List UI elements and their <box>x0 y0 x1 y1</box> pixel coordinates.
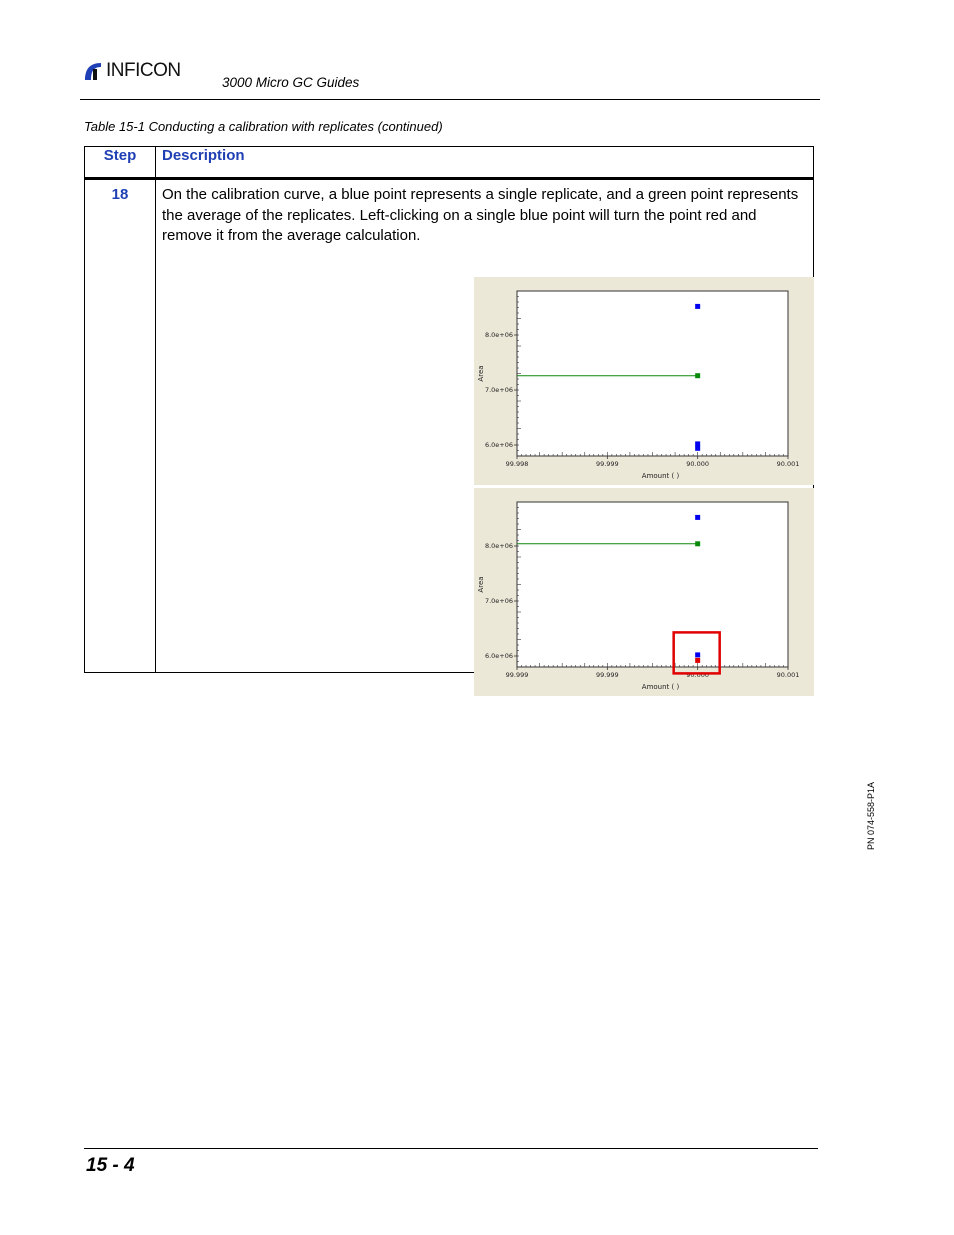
x-tick-label: 90.000 <box>686 460 710 468</box>
x-tick-label: 99.999 <box>595 671 619 679</box>
x-tick-label: 99.999 <box>505 671 529 679</box>
page-number: 15 - 4 <box>86 1155 135 1176</box>
step-number[interactable]: 18 <box>85 179 156 673</box>
inficon-logo <box>82 59 181 83</box>
calibration-curve-figures <box>474 277 814 696</box>
calibration-curve-before <box>474 277 814 485</box>
table-row <box>85 179 814 673</box>
part-number: PN 074-558-P1A <box>866 781 876 850</box>
y-axis-label: Area <box>477 365 485 382</box>
steps-table <box>84 146 814 691</box>
y-axis-label: Area <box>477 576 485 593</box>
column-header-description: Description <box>156 147 814 179</box>
column-header-step: Step <box>85 147 156 179</box>
inficon-logo-icon <box>82 60 104 82</box>
removed-point <box>695 658 700 663</box>
step-description: On the calibration curve, a blue point represents a single replicate, and a green point represents the average of the replicates. Left-clicking on a single blue point will turn the point red and remove it from the average calculation. <box>162 186 799 244</box>
header-rule <box>80 99 820 100</box>
step-description-cell <box>156 179 814 691</box>
x-axis-label: Amount ( ) <box>641 683 680 691</box>
y-tick-label: 6.0e+06 <box>484 652 513 661</box>
average-point <box>695 541 700 546</box>
plot-area <box>517 502 788 667</box>
x-tick-label: 90.001 <box>776 671 800 679</box>
document-title: 3000 Micro GC Guides <box>222 75 360 90</box>
x-tick-label: 90.000 <box>686 671 710 679</box>
y-tick-label: 7.0e+06 <box>484 386 513 395</box>
average-point <box>695 373 700 378</box>
y-tick-label: 8.0e+06 <box>484 542 513 551</box>
x-axis-label: Amount ( ) <box>641 472 680 480</box>
y-tick-label: 6.0e+06 <box>484 441 513 450</box>
x-tick-label: 99.999 <box>595 460 619 468</box>
logo-text: INFICON <box>106 60 181 81</box>
calibration-curve-after <box>474 488 814 696</box>
y-tick-label: 8.0e+06 <box>484 331 513 340</box>
x-tick-label: 99.998 <box>505 460 529 468</box>
y-tick-label: 7.0e+06 <box>484 597 513 606</box>
replicate-point <box>695 304 700 309</box>
replicate-point <box>695 446 700 451</box>
x-tick-label: 90.001 <box>776 460 800 468</box>
table-caption: Table 15-1 Conducting a calibration with replicates (continued) <box>84 119 443 134</box>
replicate-point <box>695 441 700 446</box>
footer-rule <box>84 1148 818 1149</box>
replicate-point <box>695 652 700 657</box>
plot-area <box>517 291 788 456</box>
replicate-point <box>695 515 700 520</box>
